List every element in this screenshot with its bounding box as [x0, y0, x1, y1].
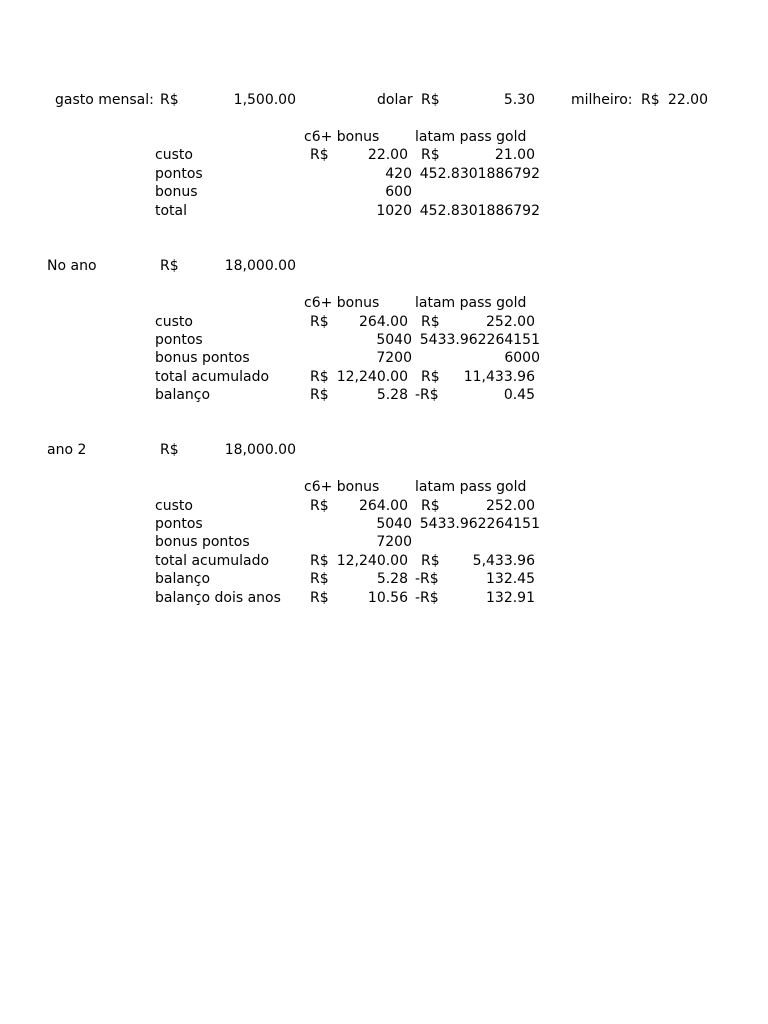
section2-bonus-pontos-c6-value: 7200: [376, 350, 412, 366]
section3-total-acumulado-c6-value: 12,240.00: [336, 553, 408, 569]
section3-custo-latam-currency: R$: [421, 498, 440, 514]
section3-pontos-c6-value: 5040: [376, 516, 412, 532]
section3-balanco-dois-anos-label: balanço dois anos: [155, 590, 281, 606]
section3-total-acumulado-latam-currency: R$: [421, 553, 440, 569]
section3-balanco-latam-currency: -R$: [415, 571, 439, 587]
dolar-value: 5.30: [503, 92, 535, 108]
dolar-label: dolar: [377, 92, 413, 108]
section2-col-latam: latam pass gold: [415, 295, 527, 311]
section3-total-acumulado-latam-value: 5,433.96: [472, 553, 535, 569]
section2-pontos-latam-value: 5433.962264151: [419, 332, 540, 348]
section3-custo-latam-value: 252.00: [486, 498, 535, 514]
section1-bonus-c6-value: 600: [385, 184, 412, 200]
section3-custo-c6-currency: R$: [310, 498, 329, 514]
section3-balanco-label: balanço: [155, 571, 211, 587]
section1-custo-latam-value: 21.00: [494, 147, 535, 163]
section2-custo-latam-currency: R$: [421, 314, 440, 330]
section3-balanco-dois-anos-latam-value: 132.91: [486, 590, 535, 606]
section3-balanco-c6-currency: R$: [310, 571, 329, 587]
section1-custo-latam-currency: R$: [421, 147, 440, 163]
milheiro-currency: R$: [641, 92, 660, 108]
section3-col-latam: latam pass gold: [415, 479, 527, 495]
section2-currency: R$: [160, 258, 179, 274]
section2-pontos-label: pontos: [155, 332, 203, 348]
section2-total-acumulado-latam-value: 11,433.96: [463, 369, 535, 385]
section1-pontos-c6-value: 420: [385, 166, 412, 182]
section3-currency: R$: [160, 442, 179, 458]
section2-balanco-c6-currency: R$: [310, 387, 329, 403]
section3-value: 18,000.00: [224, 442, 296, 458]
section2-custo-latam-value: 252.00: [486, 314, 535, 330]
section1-custo-label: custo: [155, 147, 193, 163]
section2-value: 18,000.00: [224, 258, 296, 274]
section1-custo-c6-value: 22.00: [367, 147, 408, 163]
section3-balanco-dois-anos-latam-currency: -R$: [415, 590, 439, 606]
milheiro-value: 22.00: [667, 92, 708, 108]
section2-total-acumulado-latam-currency: R$: [421, 369, 440, 385]
section3-bonus-pontos-c6-value: 7200: [376, 534, 412, 550]
section2-custo-c6-currency: R$: [310, 314, 329, 330]
gasto-mensal-label: gasto mensal:: [55, 92, 154, 108]
gasto-mensal-currency: R$: [160, 92, 179, 108]
section3-balanco-dois-anos-c6-currency: R$: [310, 590, 329, 606]
section3-pontos-latam-value: 5433.962264151: [419, 516, 540, 532]
section3-total-acumulado-c6-currency: R$: [310, 553, 329, 569]
section3-custo-label: custo: [155, 498, 193, 514]
section2-label: No ano: [47, 258, 97, 274]
section2-bonus-pontos-latam-value: 6000: [504, 350, 540, 366]
section3-custo-c6-value: 264.00: [359, 498, 408, 514]
section2-total-acumulado-label: total acumulado: [155, 369, 270, 385]
section3-balanco-dois-anos-c6-value: 10.56: [367, 590, 408, 606]
section3-col-c6: c6+ bonus: [304, 479, 380, 495]
section1-bonus-label: bonus: [155, 184, 198, 200]
section1-col-latam: latam pass gold: [415, 129, 527, 145]
gasto-mensal-value: 1,500.00: [233, 92, 296, 108]
section1-total-latam-value: 452.8301886792: [419, 203, 540, 219]
section2-custo-c6-value: 264.00: [359, 314, 408, 330]
section2-total-acumulado-c6-value: 12,240.00: [336, 369, 408, 385]
section2-balanco-latam-currency: -R$: [415, 387, 439, 403]
section3-pontos-label: pontos: [155, 516, 203, 532]
section1-total-label: total: [155, 203, 188, 219]
section2-balanco-c6-value: 5.28: [376, 387, 408, 403]
section3-total-acumulado-label: total acumulado: [155, 553, 270, 569]
section1-total-c6-value: 1020: [376, 203, 412, 219]
section1-custo-c6-currency: R$: [310, 147, 329, 163]
section3-balanco-latam-value: 132.45: [486, 571, 535, 587]
section1-col-c6: c6+ bonus: [304, 129, 380, 145]
section2-balanco-latam-value: 0.45: [503, 387, 535, 403]
section2-total-acumulado-c6-currency: R$: [310, 369, 329, 385]
section2-col-c6: c6+ bonus: [304, 295, 380, 311]
section2-custo-label: custo: [155, 314, 193, 330]
section2-pontos-c6-value: 5040: [376, 332, 412, 348]
section2-bonus-pontos-label: bonus pontos: [155, 350, 250, 366]
milheiro-label: milheiro:: [571, 92, 633, 108]
section1-pontos-latam-value: 452.8301886792: [419, 166, 540, 182]
section2-balanco-label: balanço: [155, 387, 211, 403]
dolar-currency: R$: [421, 92, 440, 108]
section3-label: ano 2: [47, 442, 87, 458]
section3-bonus-pontos-label: bonus pontos: [155, 534, 250, 550]
section1-pontos-label: pontos: [155, 166, 203, 182]
section3-balanco-c6-value: 5.28: [376, 571, 408, 587]
